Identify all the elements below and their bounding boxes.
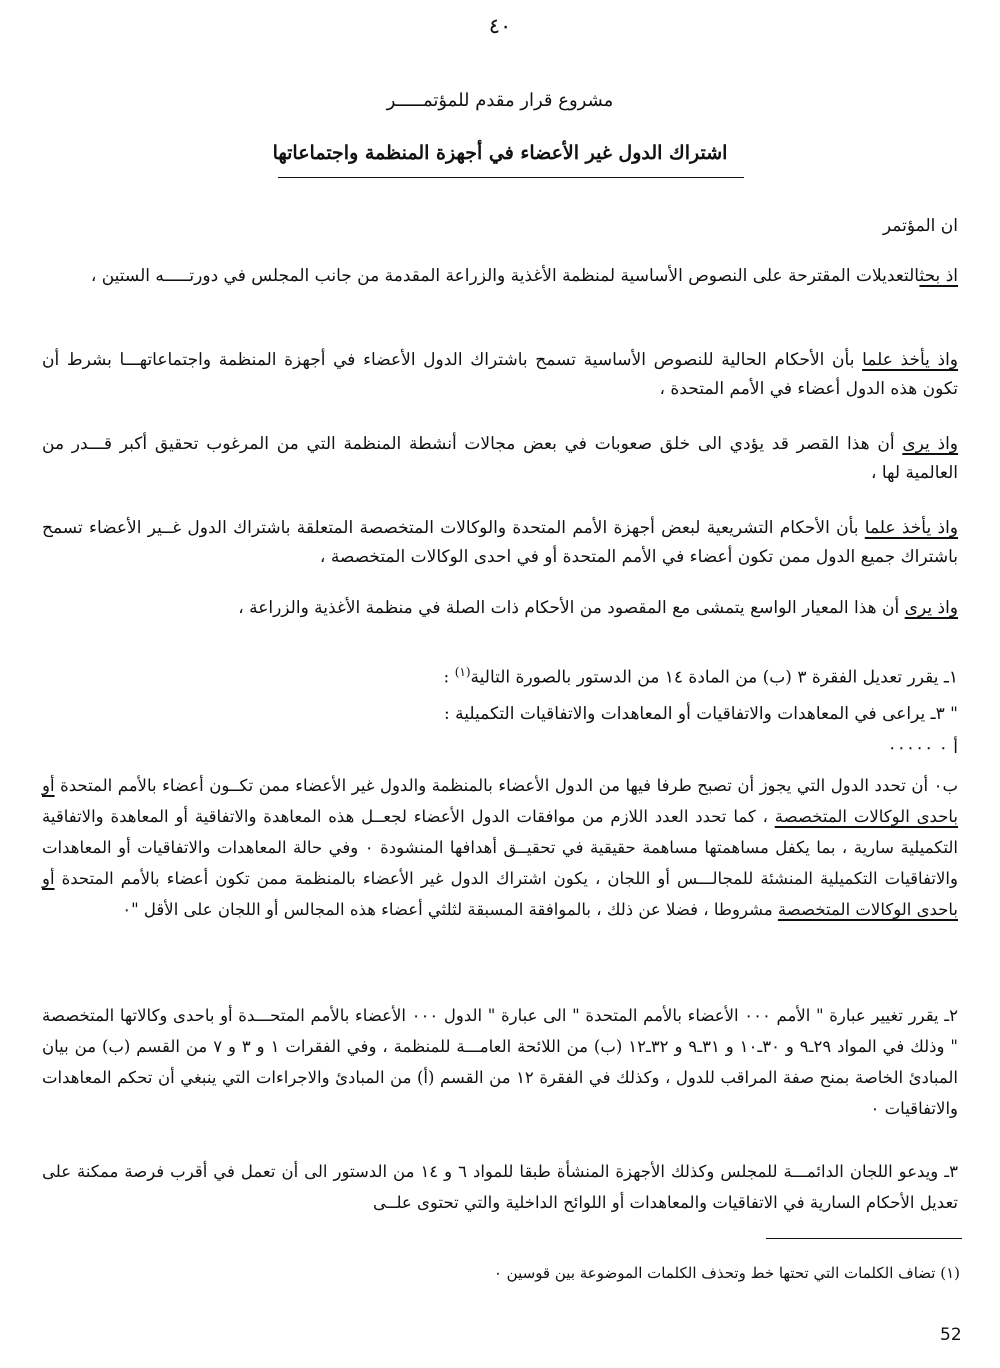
page-title: اشتراك الدول غير الأعضاء في أجهزة المنظمة واجتماعاتها [272, 142, 728, 164]
preamble-text-3: أن هذا القصر قد يؤدي الى خلق صعوبات في بعض مجالات أنشطة المنظمة التي من المرغوب تحقيق أكبر قـــدر من العالمية لها ، [42, 434, 958, 483]
decision-1 [132, 658, 958, 693]
decision-2-text: يقرر تغيير عبارة " الأمم ٠٠٠ الأعضاء بالأمم المتحدة " الى عبارة " الدول ٠٠٠ الأعضاء بالأمم المتحـــدة أو باحدى وكالاتها المتخصصة " وذلك في المواد ٢٩ـ٩ و ٣٠ـ١٠ و ٣١ـ٩ و ٣٢ـ١٢ (ب) من اللائحة العامـــة للمنظمة ، وفي الفقرات ١ و ٣ و ٧ من القسم (ب) من بيان المبادئ الخاصة بمنح صفة المراقب للدول ، وكذلك في الفقرة ١٢ من القسم (أ) من المبادئ والاجراءات التي ينبغي أن تحكم المعاهدات والاتفاقيات ٠ [42, 1006, 959, 1118]
decision-3 [42, 1156, 958, 1218]
item-b-text-middle: ، كما تحدد العدد اللازم من موافقات الدول الأعضاء لجعــل هذه المعاهدة والاتفاقية أو المعاهدة والاتفاقية التكميلية سارية ، بما يكفل مساهمتها مساهمة حقيقية في تحقيــق أهدافها المنشودة ٠ وفي حالة المعاهدات والاتفاقيات أو المعاهدات والاتفاقيات التكميلية المنشئة للمجالـــس أو اللجان ، يكون اشتراك الدول غير الأعضاء بالمنظمة ممن تكون أعضاء بالأمم المتحدة [42, 807, 958, 888]
preamble-paragraph-4 [42, 514, 958, 572]
draft-resolution-heading: مشروع قرار مقدم للمؤتمـــــر [386, 90, 614, 111]
preamble-lead-2: واذ يأخذ علما [862, 350, 959, 370]
title-underline [278, 177, 744, 178]
footnote-ref: (١) [454, 665, 471, 679]
preamble-text-2: بأن الأحكام الحالية للنصوص الأساسية تسمح باشتراك الدول الأعضاء في أجهزة المنظمة واجتماعاتهـــا بشرط أن تكون هذه الدول أعضاء في الأمم المتحدة ، [42, 350, 958, 399]
preamble-paragraph-1 [42, 262, 958, 291]
preamble-paragraph-2 [42, 346, 958, 404]
preamble-intro: ان المؤتمر [882, 216, 958, 236]
decision-1-item-b [42, 770, 958, 925]
footnote: (١) تضاف الكلمات التي تحتها خط وتحذف الكلمات الموضوعة بين قوسين ٠ [493, 1264, 960, 1282]
decision-2 [42, 1000, 958, 1124]
item-b-text-end: مشروطا ، فضلا عن ذلك ، بالموافقة المسبقة لثلثي أعضاء هذه المجالس أو اللجان على الأقل "٠ [122, 900, 773, 919]
decision-2-number: ٢ـ [944, 1006, 959, 1025]
footnote-separator [766, 1238, 962, 1239]
item-b-underlined-1: أو باحدى الوكالات المتخصصة [42, 776, 959, 826]
decision-1-colon: : [443, 667, 450, 688]
page-number-bottom: 52 [940, 1325, 962, 1345]
decision-1-text: يقرر تعديل الفقرة ٣ (ب) من المادة ١٤ من الدستور بالصورة التالية [470, 667, 939, 688]
preamble-text-1: التعديلات المقترحة على النصوص الأساسية لمنظمة الأغذية والزراعة المقدمة من جانب المجلس في دورتـــــه الستين ، [90, 266, 920, 286]
preamble-lead-5: واذ يرى [904, 598, 958, 618]
preamble-paragraph-3 [42, 430, 958, 488]
preamble-text-4: بأن الأحكام التشريعية لبعض أجهزة الأمم المتحدة والوكالات المتخصصة المتعلقة باشتراك الدول غــير الأعضاء تسمح باشتراك جميع الدول ممن تكون أعضاء في الأمم المتحدة أو في احدى الوكالات المتخصصة ، [42, 518, 958, 567]
decision-3-number: ٣ـ [944, 1162, 958, 1181]
preamble-lead-1: اذ بحث [919, 266, 958, 286]
item-b-underlined-2: أو باحدى الوكالات المتخصصة [42, 869, 958, 919]
preamble-paragraph-5 [42, 594, 958, 623]
decision-3-text: ويدعو اللجان الدائمـــة للمجلس وكذلك الأجهزة المنشأة طبقا للمواد ٦ و ١٤ من الدستور الى أن تعمل في أقرب فرصة ممكنة على تعديل الأحكام السارية في الاتفاقيات والمعاهدات أو اللوائح الداخلية والتي تحتوى علــى [42, 1162, 958, 1212]
preamble-text-5: أن هذا المعيار الواسع يتمشى مع المقصود من الأحكام ذات الصلة في منظمة الأغذية والزراعة ، [238, 598, 900, 618]
decision-1-item-a: أ ٠ ٠٠٠٠٠ [887, 738, 958, 758]
decision-1-number: ١ـ [943, 667, 958, 688]
item-b-text-start: ب٠ أن تحدد الدول التي يجوز أن تصبح طرفا فيها من الدول الأعضاء بالمنظمة والدول غير الأعضاء ممن تكــون أعضاء بالأمم المتحدة [54, 776, 958, 795]
page-number-top: ٤٠ [488, 14, 512, 38]
preamble-lead-3: واذ يرى [902, 434, 959, 454]
decision-1-quote: " ٣ـ يراعى في المعاهدات والاتفاقيات أو المعاهدات والاتفاقيات التكميلية : [444, 704, 958, 724]
preamble-lead-4: واذ يأخذ علما [864, 518, 959, 538]
